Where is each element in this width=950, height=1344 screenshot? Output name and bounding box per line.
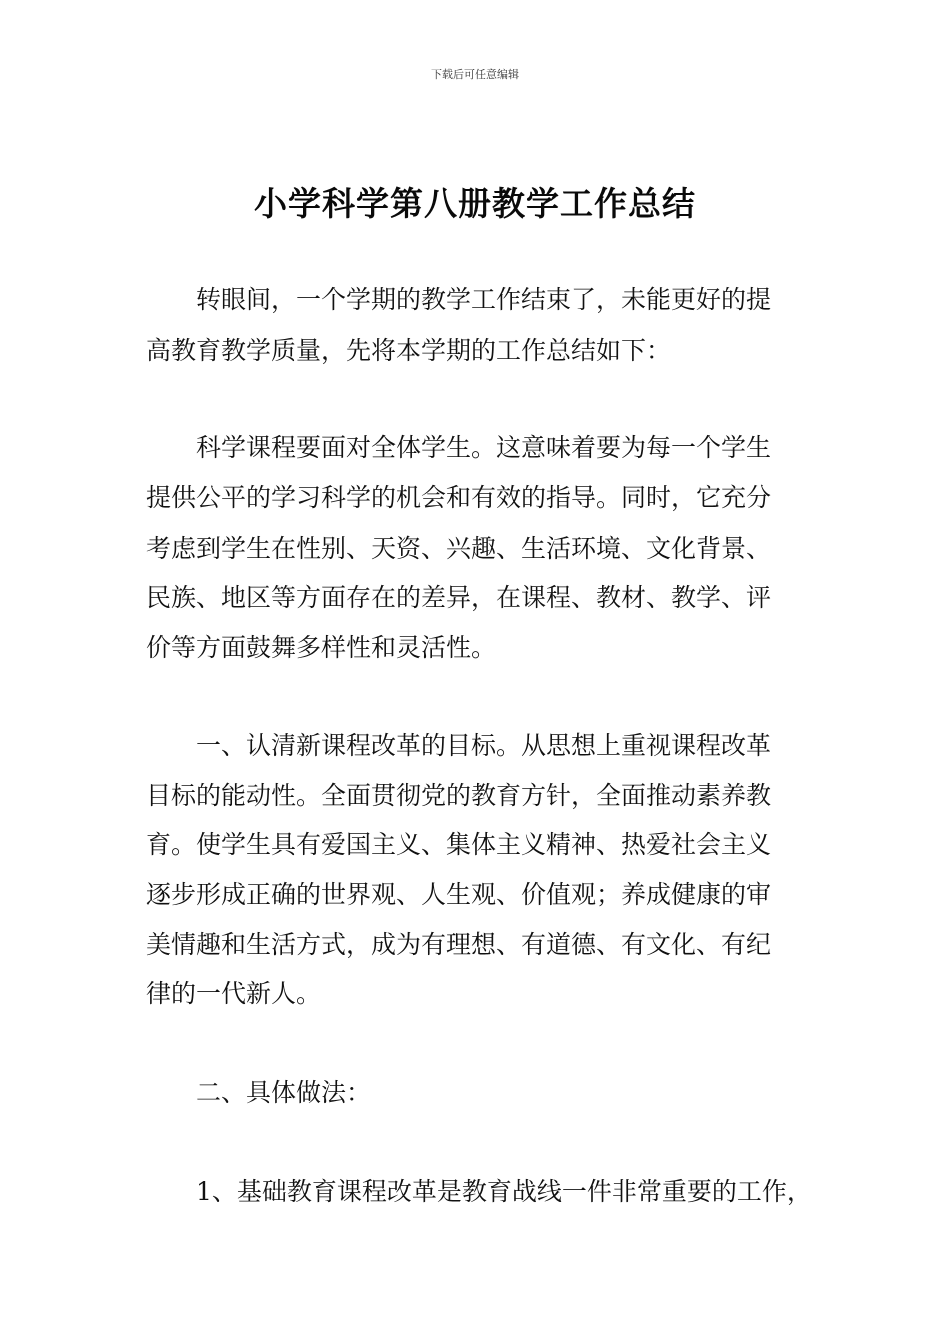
text-line: 育。使学生具有爱国主义、集体主义精神、热爱社会主义 [146, 830, 772, 859]
text-line: 民族、地区等方面存在的差异，在课程、教材、教学、评 [146, 583, 772, 612]
text-line: 价等方面鼓舞多样性和灵活性。 [146, 633, 497, 662]
text-line: 美情趣和生活方式，成为有理想、有道德、有文化、有纪 [146, 930, 772, 959]
text-line: 律的一代新人。 [146, 979, 322, 1008]
section-heading: 二、具体做法： [196, 1078, 372, 1107]
text-line: 目标的能动性。全面贯彻党的教育方针，全面推动素养教 [146, 781, 772, 810]
text-line: 逐步形成正确的世界观、人生观、价值观；养成健康的审 [146, 880, 772, 909]
text-line: 科学课程要面对全体学生。这意味着要为每一个学生 [196, 433, 772, 462]
text-line: 考虑到学生在性别、天资、兴趣、生活环境、文化背景、 [146, 534, 772, 563]
text-line: 1、基础教育课程改革是教育战线一件非常重要的工作， [196, 1177, 812, 1206]
text-line: 提供公平的学习科学的机会和有效的指导。同时，它充分 [146, 483, 772, 512]
text-line: 高教育教学质量，先将本学期的工作总结如下： [146, 336, 672, 365]
text-line: 转眼间，一个学期的教学工作结束了，未能更好的提 [196, 285, 772, 314]
text-line: 一、认清新课程改革的目标。从思想上重视课程改革 [196, 731, 772, 760]
page-title: 小学科学第八册教学工作总结 [254, 184, 696, 223]
header-note: 下载后可任意编辑 [431, 68, 519, 81]
